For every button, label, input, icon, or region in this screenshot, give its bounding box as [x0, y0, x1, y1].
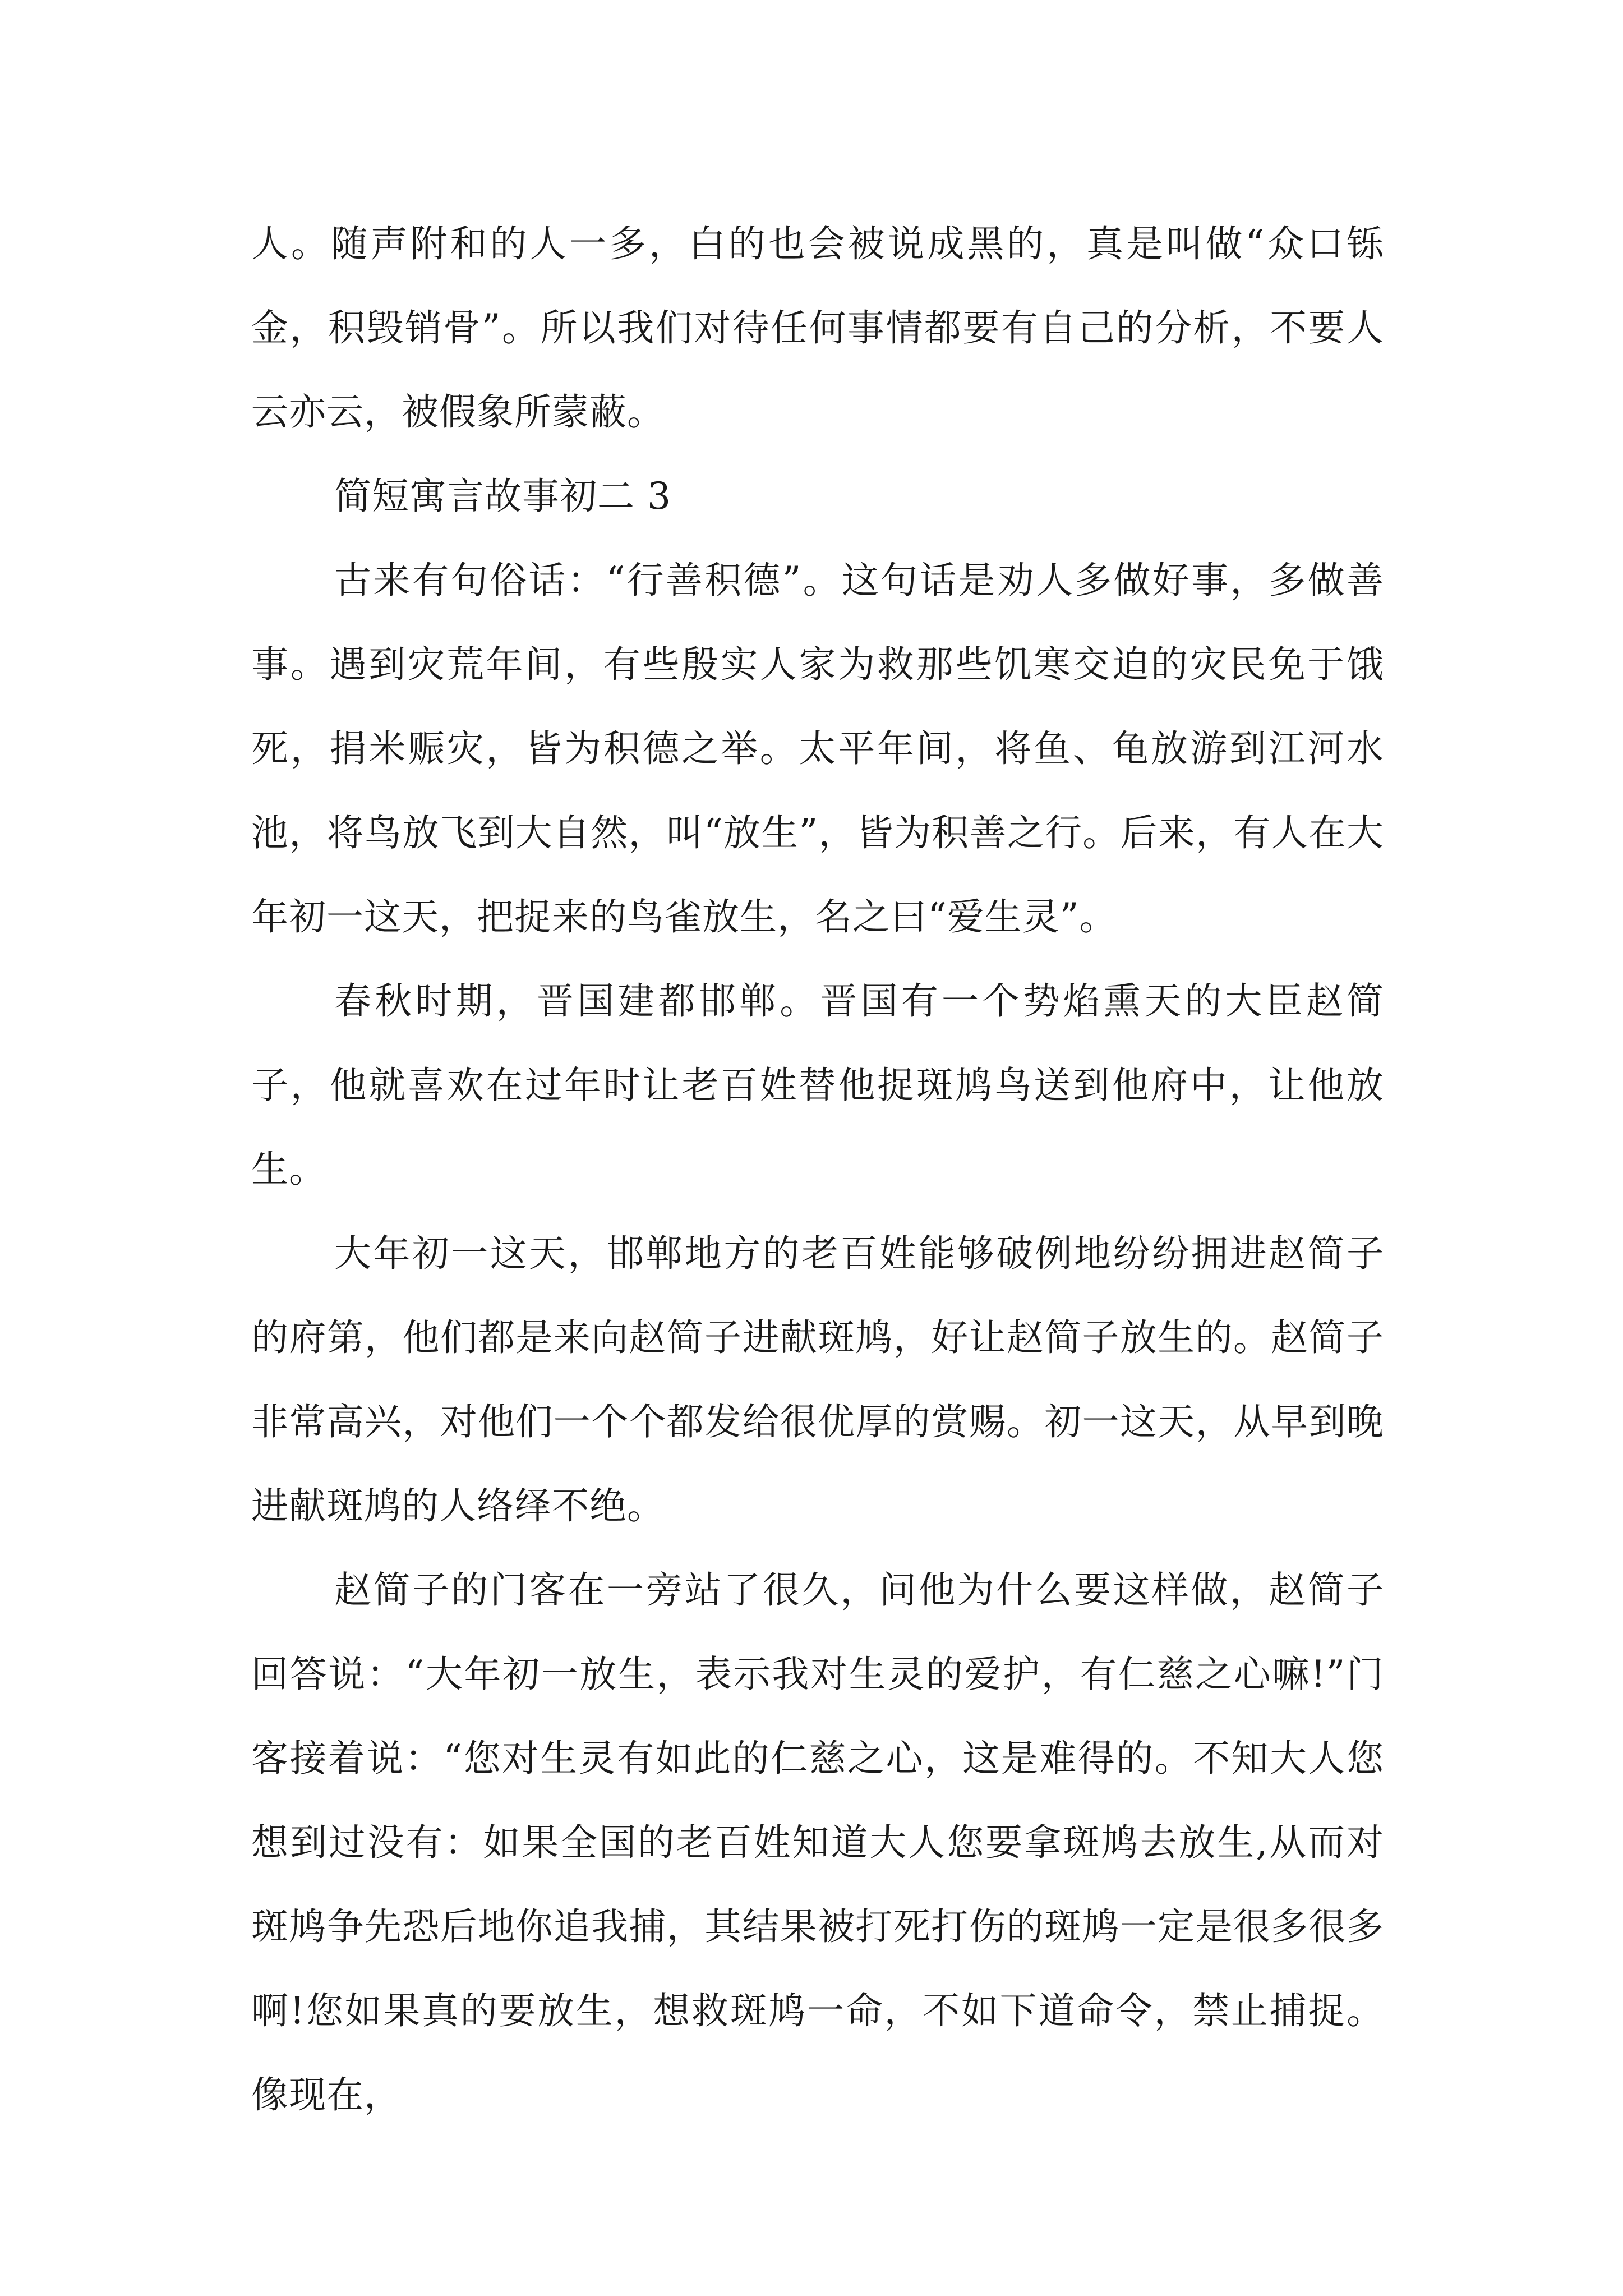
section-heading: 简短寓言故事初二 3: [334, 475, 671, 518]
paragraph-continuation: 人。随声附和的人一多，白的也会被说成黑的，真是叫做“众口铄金，积毁销骨”。所以我们对待任何事情都要有自己的分析，不要人云亦云，被假象所蒙蔽。: [251, 222, 1384, 434]
paragraph-proverb: 古来有句俗话：“行善积德”。这句话是劝人多做好事，多做善事。遇到灾荒年间，有些殷实人家为救那些饥寒交迫的灾民免于饿死，捐米赈灾，皆为积德之举。太平年间，将鱼、龟放游到江河水池，将鸟放飞到大自然，叫“放生”，皆为积善之行。后来，有人在大年初一这天，把捉来的鸟雀放生，名之曰“爱生灵”。: [251, 559, 1384, 938]
paragraph-new-year: 大年初一这天，邯郸地方的老百姓能够破例地纷纷拥进赵简子的府第，他们都是来向赵简子进献斑鸠，好让赵简子放生的。赵简子非常高兴，对他们一个个都发给很优厚的赏赐。初一这天，从早到晚进献斑鸠的人络绎不绝。: [251, 1232, 1384, 1527]
paragraph-retainer-dialogue: 赵简子的门客在一旁站了很久，问他为什么要这样做，赵简子回答说：“大年初一放生，表示我对生灵的爱护，有仁慈之心嘛!”门客接着说：“您对生灵有如此的仁慈之心，这是难得的。不知大人您想到过没有：如果全国的老百姓知道大人您要拿斑鸠去放生,从而对斑鸠争先恐后地你追我捕，其结果被打死打伤的斑鸠一定是很多很多啊!您如果真的要放生，想救斑鸠一命，不如下道命令，禁止捕捉。像现在，: [251, 1568, 1384, 2116]
paragraph-zhao-jianzi: 春秋时期，晋国建都邯郸。晋国有一个势焰熏天的大臣赵简子，他就喜欢在过年时让老百姓替他捉斑鸠鸟送到他府中，让他放生。: [251, 979, 1384, 1191]
document-body: [251, 202, 1384, 2137]
